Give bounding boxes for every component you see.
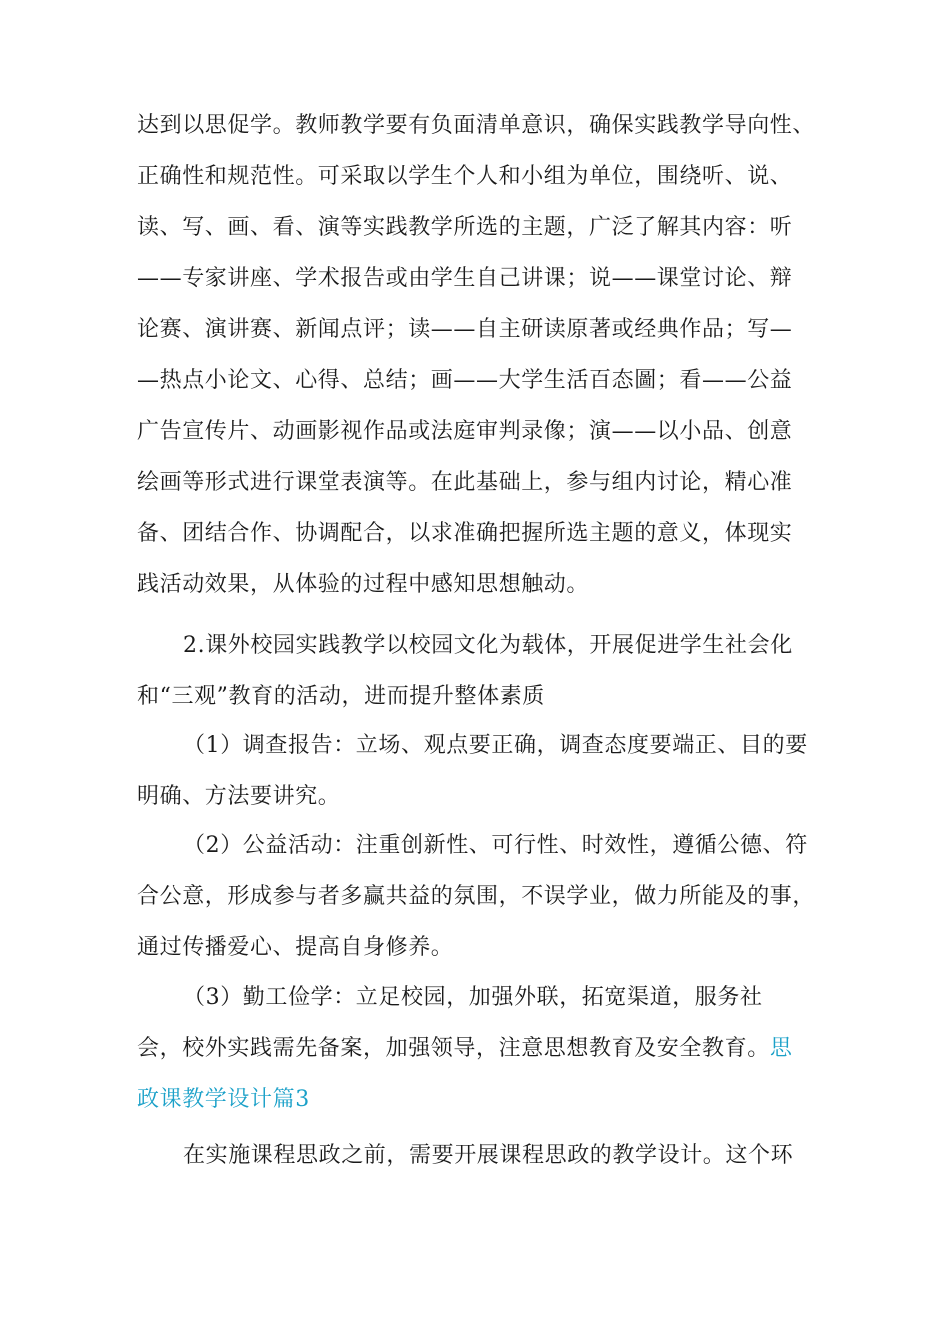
text-segment: 会，校外实践需先备案，加强领导，注意思想教育及安全教育。 — [137, 1036, 770, 1061]
text-line: 在实施课程思政之前，需要开展课程思政的教学设计。这个环 — [183, 1143, 794, 1168]
text-line: —热点小论文、心得、总结；画——大学生活百态圖；看——公益 — [137, 368, 793, 393]
text-line: 通过传播爱心、提高自身修养。 — [137, 935, 454, 960]
section-link[interactable]: 政课教学设计篇3 — [137, 1087, 310, 1112]
text-line: （3）勤工俭学：立足校园，加强外联，拓宽渠道，服务社 — [183, 985, 763, 1010]
text-line: 明确、方法要讲究。 — [137, 784, 341, 809]
paragraph-survey-report — [137, 720, 827, 822]
text-line — [137, 1074, 827, 1125]
text-line: （1）调查报告：立场、观点要正确，调查态度要端正、目的要 — [183, 733, 808, 758]
text-line: 备、团结合作、协调配合，以求准确把握所选主题的意义，体现实 — [137, 521, 793, 546]
text-line: 读、写、画、看、演等实践教学所选的主题，广泛了解其内容：听 — [137, 215, 793, 240]
paragraph-practice-teaching — [137, 100, 827, 610]
text-line: 广告宣传片、动画影视作品或法庭审判录像；演——以小品、创意 — [137, 419, 793, 444]
paragraph-public-welfare — [137, 820, 827, 973]
text-line: 2.课外校园实践教学以校园文化为载体，开展促进学生社会化 — [183, 633, 793, 658]
text-line — [137, 1023, 827, 1074]
section-link[interactable]: 思 — [769, 1036, 793, 1061]
text-line: 绘画等形式进行课堂表演等。在此基础上，参与组内讨论，精心准 — [137, 470, 793, 495]
text-line: 和“三观”教育的活动，进而提升整体素质 — [137, 684, 545, 709]
paragraph-work-study — [137, 972, 827, 1125]
text-line: 论赛、演讲赛、新闻点评；读——自主研读原著或经典作品；写— — [137, 317, 793, 342]
text-line: 践活动效果，从体验的过程中感知思想触动。 — [137, 572, 590, 597]
text-line: 达到以思促学。教师教学要有负面清单意识，确保实践教学导向性、 — [137, 113, 816, 138]
text-line: ——专家讲座、学术报告或由学生自己讲课；说——课堂讨论、辩 — [137, 266, 793, 291]
text-line: （2）公益活动：注重创新性、可行性、时效性，遵循公德、符 — [183, 833, 808, 858]
paragraph-course-design — [137, 1130, 827, 1181]
paragraph-campus-practice — [137, 620, 827, 722]
text-line: 正确性和规范性。可采取以学生个人和小组为单位，围绕听、说、 — [137, 164, 793, 189]
text-line: 合公意，形成参与者多赢共益的氛围，不误学业，做力所能及的事， — [137, 884, 816, 909]
